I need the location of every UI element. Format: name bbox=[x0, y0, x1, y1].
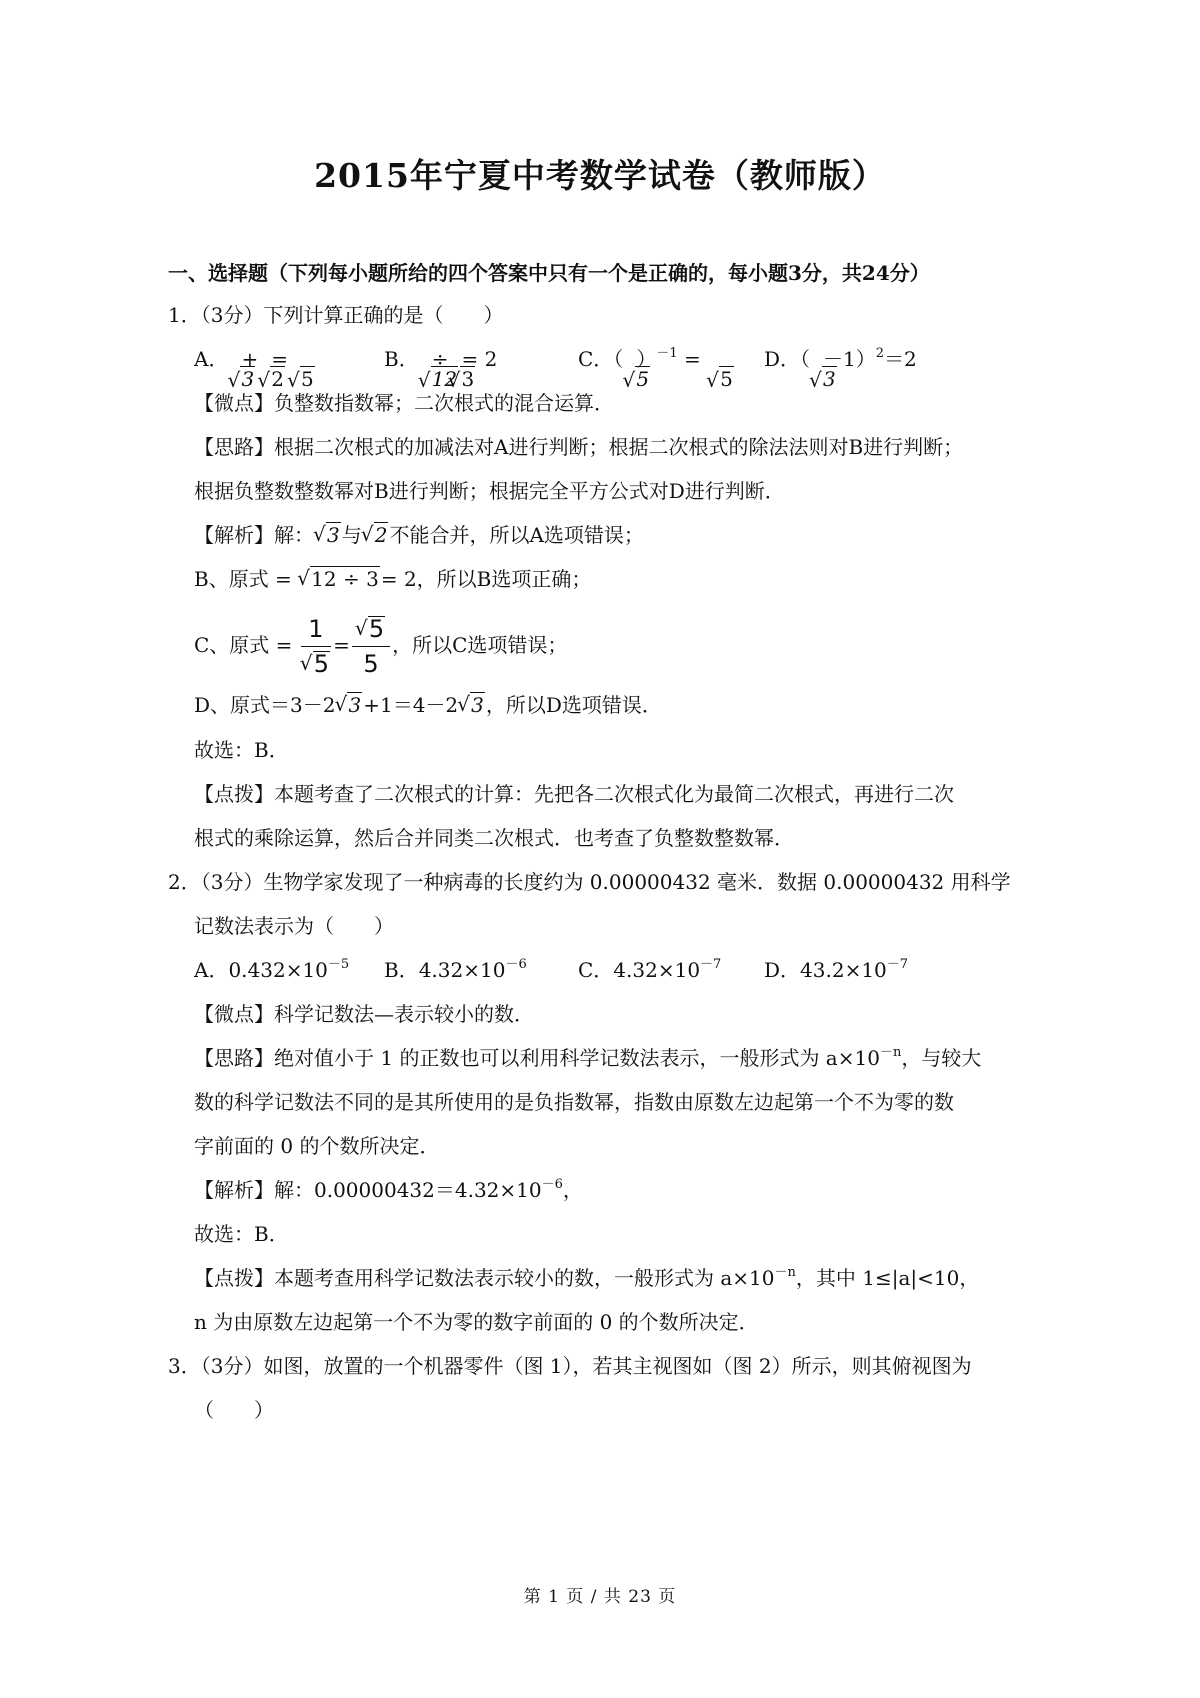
q2-silu-line2: 数的科学记数法不同的是其所使用的是负指数幂，指数由原数左边起第一个不为零的数 bbox=[194, 1090, 954, 1114]
q2-stem-line1: 2．（3分）生物学家发现了一种病毒的长度约为 0.00000432 毫米．数据 0.00000432 用科学 bbox=[168, 870, 1011, 894]
q1-dianbo-line2: 根式的乘除运算，然后合并同类二次根式．也考查了负整数整数幂． bbox=[194, 826, 794, 850]
q2-silu-line3: 字前面的 0 的个数所决定． bbox=[194, 1134, 440, 1158]
q1-dianbo-line1: 【点拨】本题考查了二次根式的计算：先把各二次根式化为最简二次根式，再进行二次 bbox=[194, 782, 954, 806]
q2-dianbo-line2: n 为由原数左边起第一个不为零的数字前面的 0 的个数所决定． bbox=[194, 1310, 759, 1334]
q1-silu-line1: 【思路】根据二次根式的加减法对A进行判断；根据二次根式的除法法则对B进行判断； bbox=[194, 435, 964, 459]
q3-stem-line1: 3．（3分）如图，放置的一个机器零件（图 1），若其主视图如（图 2）所示，则其俯视图为 bbox=[168, 1354, 972, 1378]
q1-option-c: C．（ 5 ）$^{-1}$ = 5 bbox=[578, 346, 733, 391]
q1-weidian: 【微点】负整数指数幂；二次根式的混合运算． bbox=[194, 391, 614, 415]
q1-solution-c: C、原式 = 1 √ 5 = √ $\frac{5}{5}$ ，所以C选项错误； bbox=[194, 610, 567, 681]
fraction-sqrt5-over-5: √ $\frac{5}{5}$ bbox=[352, 612, 390, 681]
q2-options bbox=[194, 955, 954, 985]
q2-option-b: B．$4.32\times 10^{-6}$ bbox=[384, 957, 527, 982]
q1-answer: 故选：B． bbox=[194, 738, 289, 762]
q3-stem-line2: （ ） bbox=[194, 1398, 274, 1422]
q2-answer: 故选：B． bbox=[194, 1222, 289, 1246]
section-heading: 一、选择题（下列每小题所给的四个答案中只有一个是正确的，每小题3分，共24分） bbox=[168, 261, 930, 285]
q1-option-a: A． 3 + 2 = 5 bbox=[194, 347, 314, 391]
page-title: 2015年宁夏中考数学试卷（教师版） bbox=[314, 156, 886, 195]
q1-solution-b: B、原式 = √ 12 ÷ 3 = 2，所以B选项正确； bbox=[194, 564, 591, 594]
q1-options bbox=[194, 344, 954, 391]
q1-option-b: B． 12 ÷ 3 = 2 bbox=[384, 347, 498, 391]
q2-stem-line2: 记数法表示为（ ） bbox=[194, 914, 394, 938]
q1-stem: 1．（3分）下列计算正确的是（ ） bbox=[168, 303, 504, 327]
q2-dianbo-line1: 【点拨】本题考查用科学记数法表示较小的数，一般形式为 $a\times 10^{-n}$，其中 1≤|a|<10， bbox=[194, 1265, 980, 1290]
q1-jiexi: 【解析】解：√ 3 与√ 2 不能合并，所以A选项错误； bbox=[194, 520, 644, 550]
fraction-1-over-sqrt5: 1 √ 5 bbox=[301, 612, 331, 681]
q1-silu-line2: 根据负整数整数幂对B进行判断；根据完全平方公式对D进行判断． bbox=[194, 479, 785, 503]
q2-silu-line1: 【思路】绝对值小于 1 的正数也可以利用科学记数法表示，一般形式为 $a\times 10^{-n}$，与较大 bbox=[194, 1045, 982, 1070]
q2-option-a: A．$0.432\times 10^{-5}$ bbox=[194, 957, 350, 982]
q1-solution-d: D、原式＝3－2√ 3 +1＝4－2√ 3 ，所以D选项错误． bbox=[194, 690, 662, 720]
q2-weidian: 【微点】科学记数法—表示较小的数． bbox=[194, 1002, 534, 1026]
page-footer: 第 1 页 / 共 23 页 bbox=[523, 1587, 677, 1607]
q2-option-d: D．$43.2\times 10^{-7}$ bbox=[764, 957, 909, 982]
q2-jiexi: 【解析】解：$0.00000432=4.32\times 10^{-6}$， bbox=[194, 1177, 583, 1202]
q2-option-c: C．$4.32\times 10^{-7}$ bbox=[578, 957, 722, 982]
q1-option-d: D．（ 3 －1）$^2$＝2 bbox=[764, 346, 917, 391]
